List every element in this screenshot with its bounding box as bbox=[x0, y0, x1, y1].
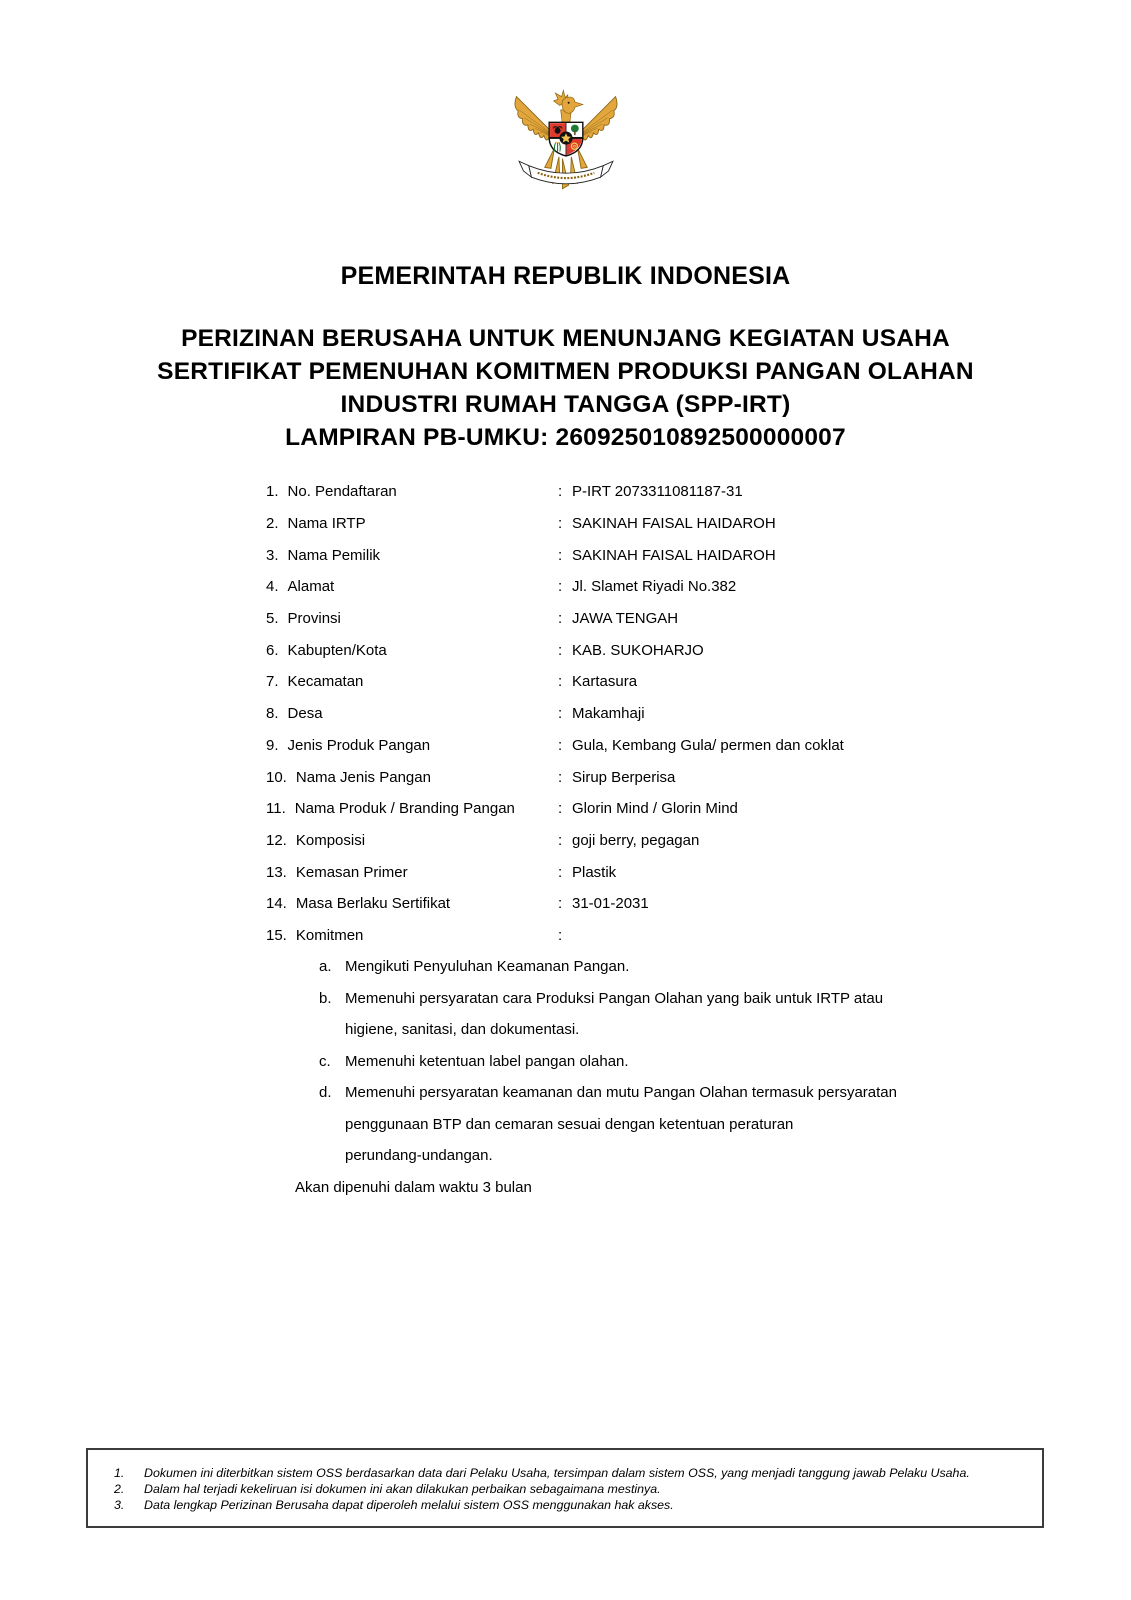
field-row bbox=[266, 793, 886, 825]
field-number: 3. bbox=[266, 546, 279, 564]
field-colon: : bbox=[558, 705, 563, 723]
footer-note-text: Dalam hal terjadi kekeliruan isi dokumen ini akan dilakukan perbaikan sebagaimana mestinya. bbox=[144, 1482, 661, 1496]
field-label: Provinsi bbox=[287, 610, 341, 628]
komitmen-line: Memenuhi ketentuan label pangan olahan. bbox=[345, 1052, 629, 1070]
field-list bbox=[266, 476, 886, 951]
komitmen-item bbox=[319, 951, 929, 983]
field-number: 10. bbox=[266, 768, 287, 786]
field-colon: : bbox=[558, 578, 563, 596]
field-number: 14. bbox=[266, 895, 287, 913]
field-colon: : bbox=[558, 483, 563, 501]
komitmen-letter: b. bbox=[319, 989, 332, 1007]
field-number: 4. bbox=[266, 578, 279, 596]
field-label: Jenis Produk Pangan bbox=[287, 736, 431, 754]
field-label: Kecamatan bbox=[287, 673, 364, 691]
government-heading: PEMERINTAH REPUBLIK INDONESIA bbox=[340, 262, 791, 290]
komitmen-letter: d. bbox=[319, 1084, 332, 1101]
field-value: goji berry, pegagan bbox=[572, 831, 700, 849]
field-colon: : bbox=[558, 736, 563, 754]
komitmen-letter: a. bbox=[319, 958, 332, 975]
komitmen-line: higiene, sanitasi, dan dokumentasi. bbox=[345, 1021, 580, 1038]
title-line: LAMPIRAN PB-UMKU: 260925010892500000007 bbox=[285, 424, 846, 451]
title-line: SERTIFIKAT PEMENUHAN KOMITMEN PRODUKSI PANGAN OLAHAN bbox=[157, 358, 974, 385]
footer-note-text: Data lengkap Perizinan Berusaha dapat diperoleh melalui sistem OSS menggunakan hak akses. bbox=[144, 1498, 674, 1512]
document-title bbox=[0, 322, 1131, 454]
field-row bbox=[266, 634, 886, 666]
field-label: Nama IRTP bbox=[287, 515, 366, 533]
field-row bbox=[266, 603, 886, 635]
field-number: 13. bbox=[266, 863, 287, 881]
footer-notes-box bbox=[86, 1448, 1044, 1528]
field-number: 6. bbox=[266, 641, 279, 659]
komitmen-list bbox=[319, 951, 929, 1172]
field-number: 2. bbox=[266, 515, 279, 533]
field-row bbox=[266, 761, 886, 793]
field-colon: : bbox=[558, 641, 563, 659]
field-label: Nama Pemilik bbox=[287, 546, 381, 564]
komitmen-item bbox=[319, 1077, 929, 1172]
field-colon: : bbox=[558, 831, 563, 849]
field-value: 31-01-2031 bbox=[572, 895, 649, 913]
field-colon: : bbox=[558, 515, 563, 533]
komitmen-line: Memenuhi persyaratan cara Produksi Pangan Olahan yang baik untuk IRTP atau bbox=[345, 989, 884, 1007]
field-row bbox=[266, 698, 886, 730]
field-colon: : bbox=[558, 926, 563, 944]
komitmen-item bbox=[319, 1046, 929, 1078]
title-line: INDUSTRI RUMAH TANGGA (SPP-IRT) bbox=[340, 391, 791, 418]
field-number: 12. bbox=[266, 831, 287, 849]
field-label: Desa bbox=[287, 705, 323, 723]
garuda-icon bbox=[504, 80, 628, 192]
field-label: Komitmen bbox=[295, 926, 364, 944]
footer-note-number: 1. bbox=[114, 1466, 125, 1480]
field-row bbox=[266, 920, 886, 952]
field-row bbox=[266, 730, 886, 762]
field-label: Nama Jenis Pangan bbox=[295, 768, 431, 786]
komitmen-item bbox=[319, 983, 929, 1046]
field-label: Nama Produk / Branding Pangan bbox=[294, 800, 515, 818]
title-line: PERIZINAN BERUSAHA UNTUK MENUNJANG KEGIATAN USAHA bbox=[181, 325, 950, 352]
field-value: P-IRT 2073311081187-31 bbox=[572, 483, 743, 501]
field-value: Makamhaji bbox=[572, 705, 645, 723]
komitmen-line: penggunaan BTP dan cemaran sesuai dengan ketentuan peraturan bbox=[345, 1115, 794, 1133]
komitmen-letter: c. bbox=[319, 1052, 331, 1070]
field-row bbox=[266, 476, 886, 508]
field-label: No. Pendaftaran bbox=[287, 483, 397, 501]
komitmen-line: Mengikuti Penyuluhan Keamanan Pangan. bbox=[345, 958, 630, 975]
field-row bbox=[266, 539, 886, 571]
field-label: Komposisi bbox=[295, 831, 366, 849]
field-value: JAWA TENGAH bbox=[572, 610, 679, 628]
field-colon: : bbox=[558, 800, 563, 818]
komitmen-line: perundang-undangan. bbox=[345, 1147, 493, 1164]
field-number: 7. bbox=[266, 673, 279, 691]
field-row bbox=[266, 508, 886, 540]
field-colon: : bbox=[558, 610, 563, 628]
field-value: Glorin Mind / Glorin Mind bbox=[572, 800, 738, 818]
komitmen-line: Memenuhi persyaratan keamanan dan mutu Pangan Olahan termasuk persyaratan bbox=[345, 1084, 897, 1101]
footer-note-number: 3. bbox=[114, 1498, 125, 1512]
field-row bbox=[266, 888, 886, 920]
field-number: 8. bbox=[266, 705, 279, 723]
field-value: Plastik bbox=[572, 863, 617, 881]
footer-note-row bbox=[88, 1465, 1042, 1481]
fulfillment-note: Akan dipenuhi dalam waktu 3 bulan bbox=[295, 1179, 532, 1196]
field-colon: : bbox=[558, 768, 563, 786]
footer-note-text: Dokumen ini diterbitkan sistem OSS berdasarkan data dari Pelaku Usaha, tersimpan dalam sistem OSS, yang menjadi tanggung jawab Pelaku Usaha. bbox=[144, 1466, 970, 1480]
field-value: SAKINAH FAISAL HAIDAROH bbox=[572, 515, 776, 533]
footer-note-number: 2. bbox=[114, 1482, 125, 1496]
field-colon: : bbox=[558, 863, 563, 881]
field-row bbox=[266, 856, 886, 888]
field-number: 9. bbox=[266, 736, 279, 754]
field-value: Gula, Kembang Gula/ permen dan coklat bbox=[572, 736, 844, 754]
field-label: Alamat bbox=[287, 578, 335, 596]
field-label: Kabupten/Kota bbox=[287, 641, 387, 659]
field-number: 15. bbox=[266, 926, 287, 944]
field-row bbox=[266, 571, 886, 603]
field-value: KAB. SUKOHARJO bbox=[572, 641, 704, 659]
field-value: Sirup Berperisa bbox=[572, 768, 676, 786]
field-row bbox=[266, 666, 886, 698]
footer-note-row bbox=[88, 1497, 1042, 1513]
garuda-pancasila-emblem bbox=[504, 80, 628, 192]
field-label: Kemasan Primer bbox=[295, 863, 408, 881]
field-value: Kartasura bbox=[572, 673, 638, 691]
field-number: 5. bbox=[266, 610, 279, 628]
field-colon: : bbox=[558, 546, 563, 564]
field-row bbox=[266, 825, 886, 857]
field-number: 11. bbox=[266, 800, 286, 818]
field-colon: : bbox=[558, 895, 563, 913]
footer-note-row bbox=[88, 1481, 1042, 1497]
field-value: SAKINAH FAISAL HAIDAROH bbox=[572, 546, 776, 564]
field-value: Jl. Slamet Riyadi No.382 bbox=[572, 578, 737, 596]
field-number: 1. bbox=[266, 483, 279, 501]
field-label: Masa Berlaku Sertifikat bbox=[295, 895, 451, 913]
field-colon: : bbox=[558, 673, 563, 691]
